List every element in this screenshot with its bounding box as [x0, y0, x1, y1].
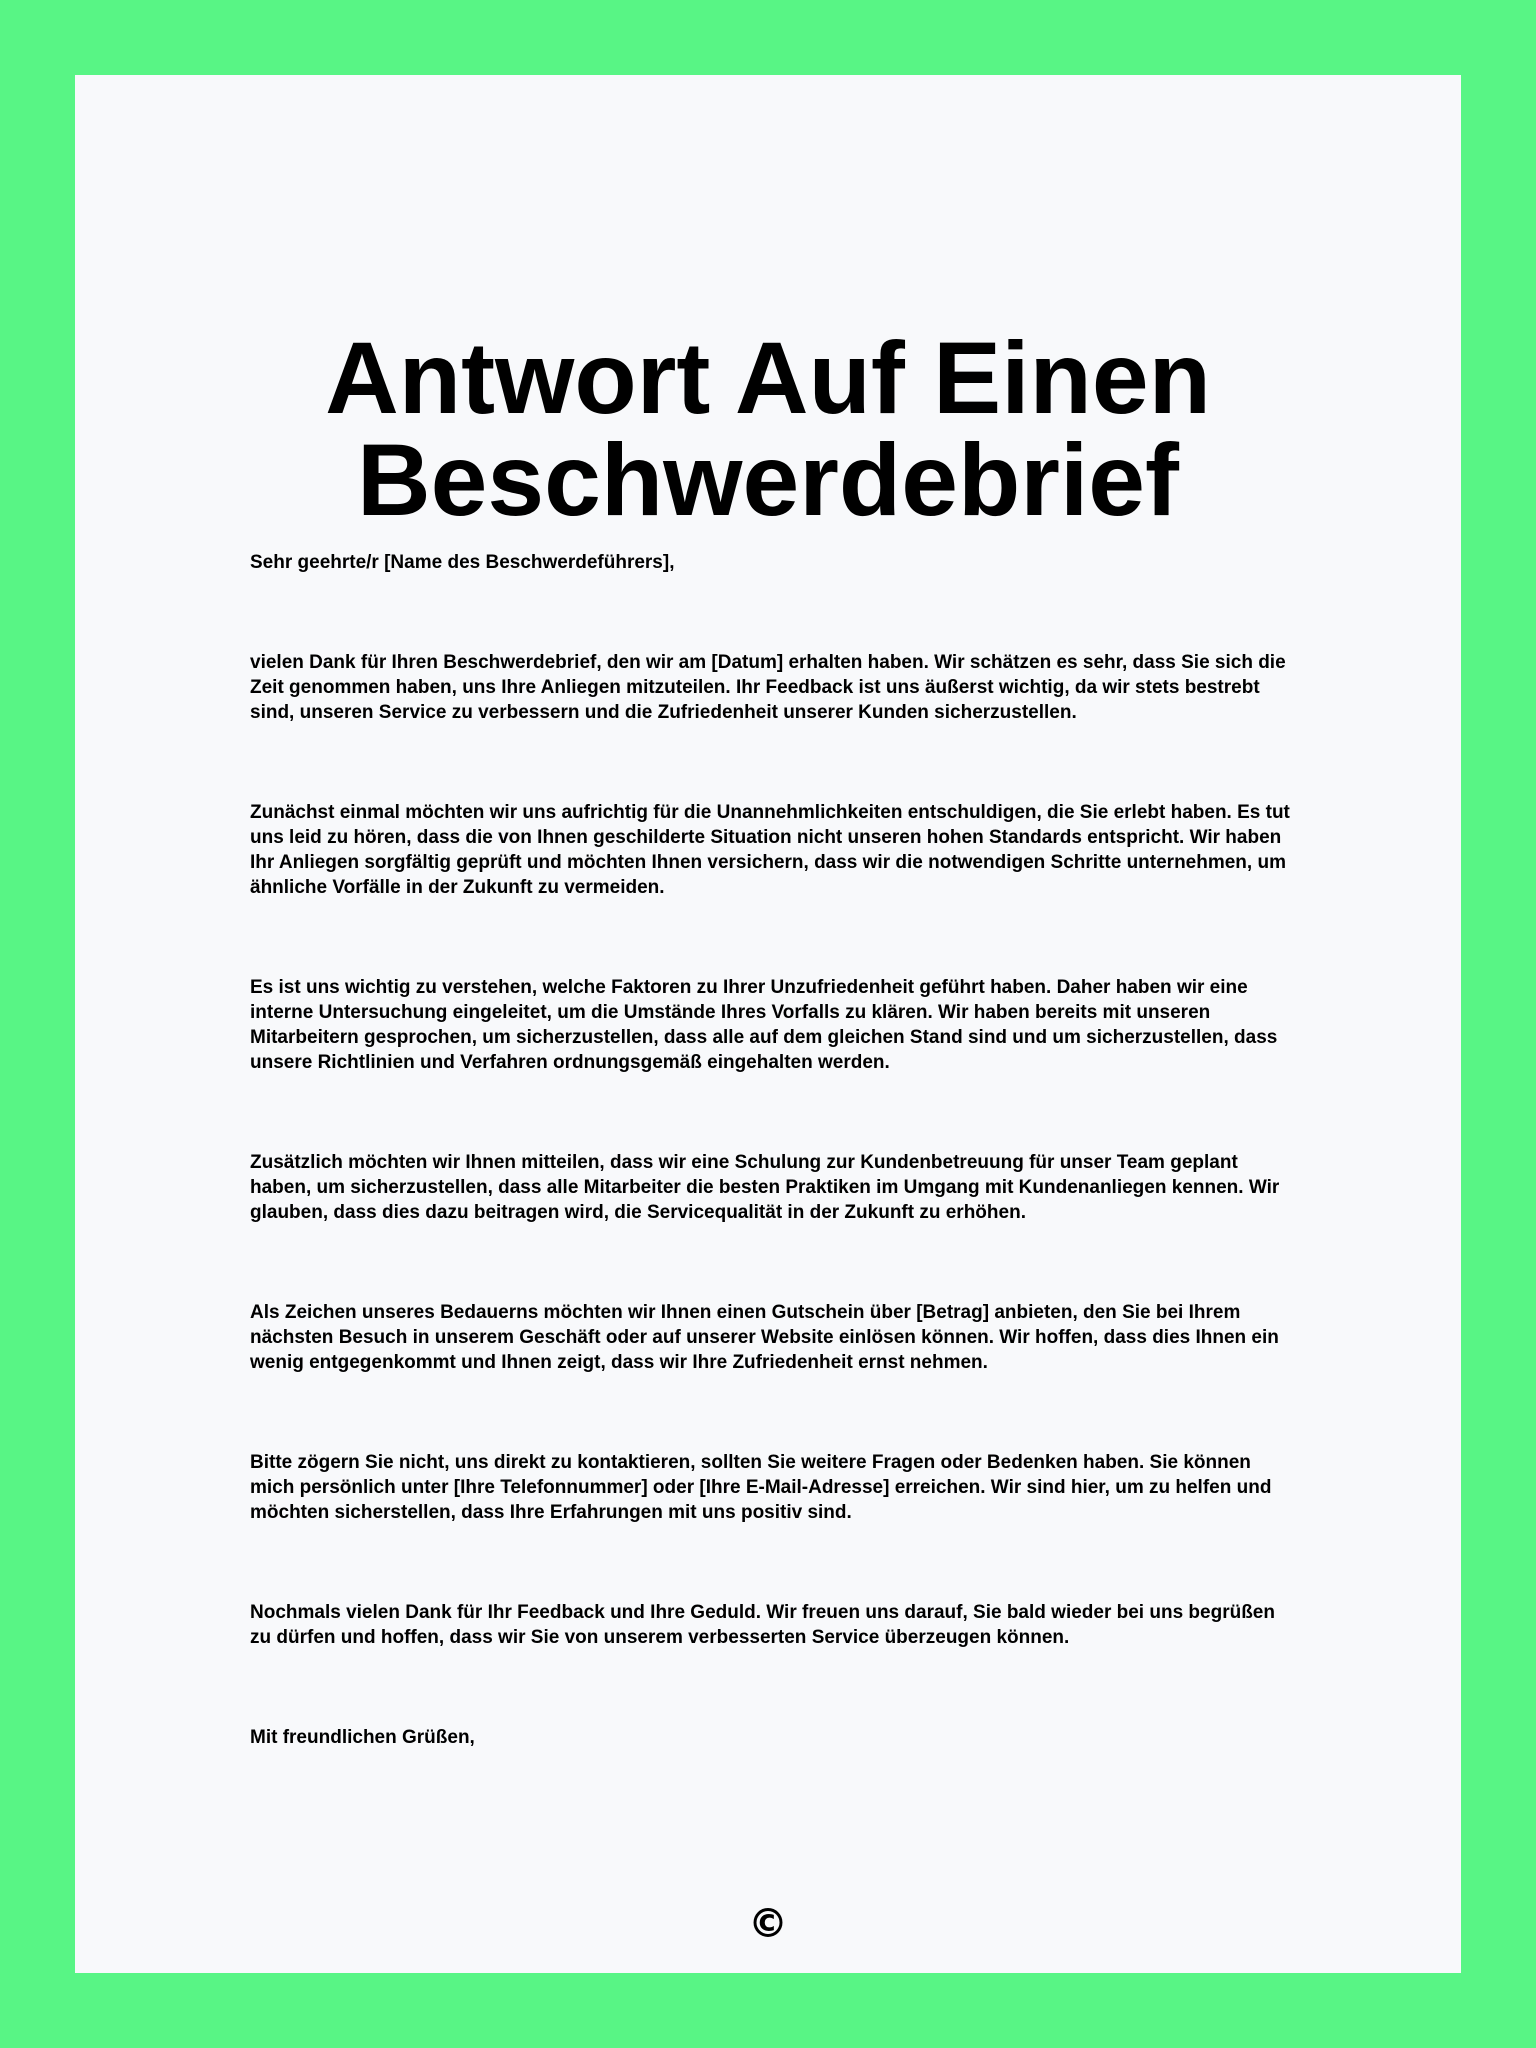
document-page	[75, 75, 1461, 1973]
letter-paragraph-4: Zusätzlich möchten wir Ihnen mitteilen, dass wir eine Schulung zur Kundenbetreuung für unser Team geplant haben, um sicherzustellen, dass alle Mitarbeiter die besten Praktiken im Umgang mit Kundenanliegen kennen. Wir glauben, dass dies dazu beitragen wird, die Servicequalität in der Zukunft zu erhöhen.	[250, 1152, 1280, 1223]
letter-paragraph-6: Bitte zögern Sie nicht, uns direkt zu kontaktieren, sollten Sie weitere Fragen oder Bedenken haben. Sie können mich persönlich unter [Ihre Telefonnummer] oder [Ihre E-Mail-Adresse] erreichen. Wir sind hier, um zu helfen und möchten sicherstellen, dass Ihre Erfahrungen mit uns positiv sind.	[250, 1452, 1272, 1523]
letter-closing: Mit freundlichen Grüßen,	[250, 1727, 475, 1748]
letter-body	[250, 550, 1290, 1750]
letter-paragraph-5: Als Zeichen unseres Bedauerns möchten wir Ihnen einen Gutschein über [Betrag] anbieten, den Sie bei Ihrem nächsten Besuch in unserem Geschäft oder auf unserer Website einlösen können. Wir hoffen, dass dies Ihnen ein wenig entgegenkommt und Ihnen zeigt, dass wir Ihre Zufriedenheit ernst nehmen.	[250, 1302, 1279, 1373]
letter-salutation: Sehr geehrte/r [Name des Beschwerdeführers],	[250, 552, 675, 573]
letter-paragraph-2: Zunächst einmal möchten wir uns aufrichtig für die Unannehmlichkeiten entschuldigen, die Sie erlebt haben. Es tut uns leid zu hören, dass die von Ihnen geschilderte Situation nicht unseren hohen Standards entspricht. Wir haben Ihr Anliegen sorgfältig geprüft und möchten Ihnen versichern, dass wir die notwendigen Schritte unternehmen, um ähnliche Vorfälle in der Zukunft zu vermeiden.	[250, 802, 1290, 898]
letter-paragraph-3: Es ist uns wichtig zu verstehen, welche Faktoren zu Ihrer Unzufriedenheit geführt haben. Daher haben wir eine interne Untersuchung eingeleitet, um die Umstände Ihres Vorfalls zu klären. Wir haben bereits mit unseren Mitarbeitern gesprochen, um sicherzustellen, dass alle auf dem gleichen Stand sind und um sicherzustellen, dass unsere Richtlinien und Verfahren ordnungsgemäß eingehalten werden.	[250, 977, 1278, 1073]
document-title-line-2: Beschwerdebrief	[357, 423, 1179, 537]
copyright-icon: ©	[748, 1901, 788, 1947]
document-title-line-1: Antwort Auf Einen	[325, 321, 1211, 435]
document-title	[75, 321, 1461, 537]
letter-paragraph-1: vielen Dank für Ihren Beschwerdebrief, den wir am [Datum] erhalten haben. Wir schätzen es sehr, dass Sie sich die Zeit genommen haben, uns Ihre Anliegen mitzuteilen. Ihr Feedback ist uns äußerst wichtig, da wir stets bestrebt sind, unseren Service zu verbessern und die Zufriedenheit unserer Kunden sicherzustellen.	[250, 652, 1286, 723]
letter-paragraph-7: Nochmals vielen Dank für Ihr Feedback und Ihre Geduld. Wir freuen uns darauf, Sie bald wieder bei uns begrüßen zu dürfen und hoffen, dass wir Sie von unserem verbesserten Service überzeugen können.	[250, 1602, 1275, 1648]
